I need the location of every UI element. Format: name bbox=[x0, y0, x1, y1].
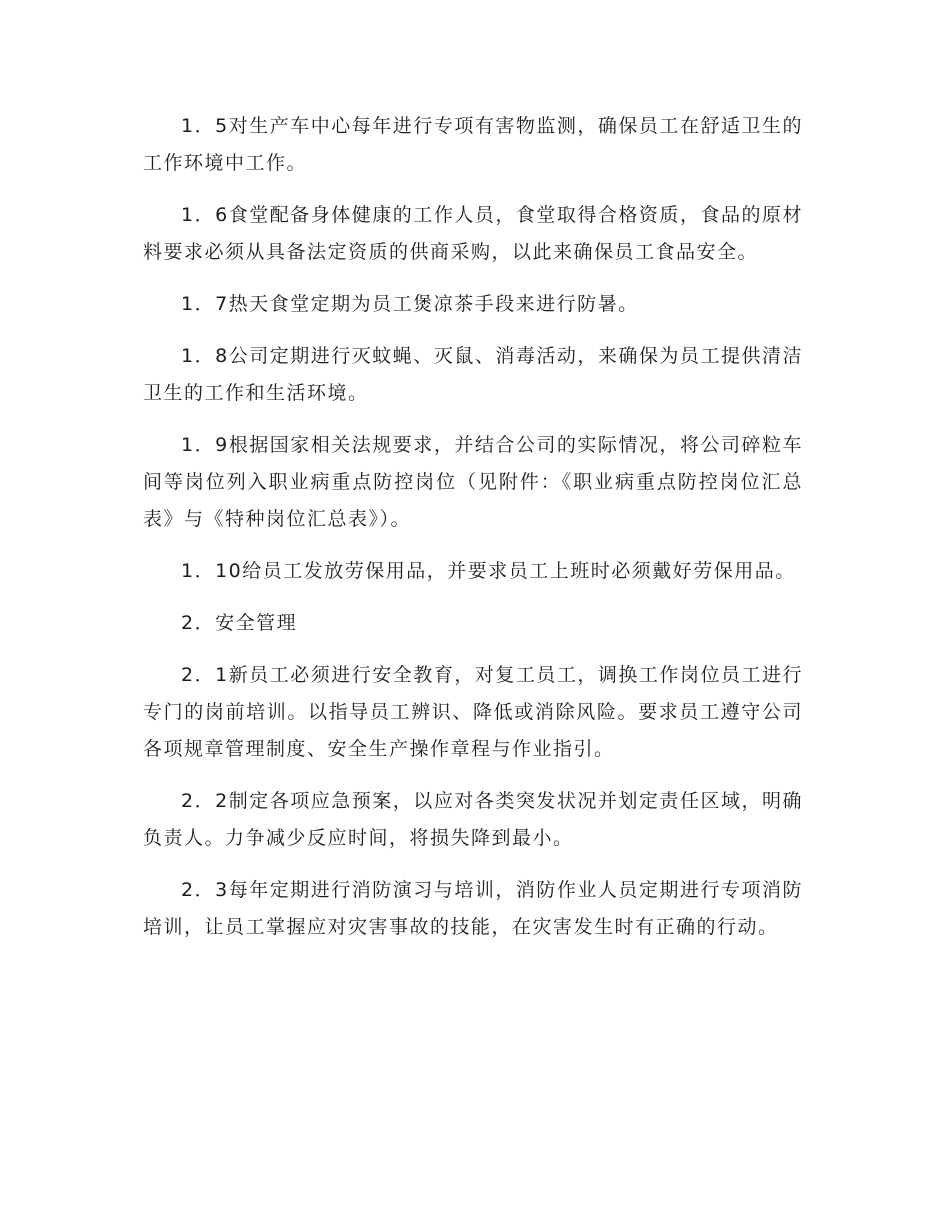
paragraph-1-7: 1．7热天食堂定期为员工煲凉茶手段来进行防暑。 bbox=[181, 293, 639, 315]
paragraph-1-8: 1．8公司定期进行灭蚊蝇、灭鼠、消毒活动，来确保为员工提供清洁卫生的工作和生活环境。 bbox=[143, 345, 803, 404]
document-body bbox=[143, 108, 803, 961]
paragraph-2-1: 2．1新员工必须进行安全教育，对复工员工，调换工作岗位员工进行专门的岗前培训。以指导员工辨识、降低或消除风险。要求员工遵守公司各项规章管理制度、安全生产操作章程与作业指引。 bbox=[143, 664, 803, 760]
paragraph-2-2: 2．2制定各项应急预案，以应对各类突发状况并划定责任区域，明确负责人。力争减少反应时间，将损失降到最小。 bbox=[143, 790, 803, 849]
paragraph-1-9: 1．9根据国家相关法规要求，并结合公司的实际情况，将公司碎粒车间等岗位列入职业病重点防控岗位（见附件：《职业病重点防控岗位汇总表》与《特种岗位汇总表》）。 bbox=[143, 434, 803, 530]
section-heading-safety-management: 2．安全管理 bbox=[181, 612, 298, 634]
paragraph-1-5: 1．5对生产车中心每年进行专项有害物监测，确保员工在舒适卫生的工作环境中工作。 bbox=[143, 115, 803, 174]
paragraph-1-10: 1．10给员工发放劳保用品，并要求员工上班时必须戴好劳保用品。 bbox=[181, 560, 796, 582]
paragraph-2-3: 2．3每年定期进行消防演习与培训，消防作业人员定期进行专项消防培训，让员工掌握应对灾害事故的技能，在灾害发生时有正确的行动。 bbox=[143, 879, 803, 938]
paragraph-1-6: 1．6食堂配备身体健康的工作人员，食堂取得合格资质，食品的原材料要求必须从具备法定资质的供商采购，以此来确保员工食品安全。 bbox=[143, 204, 803, 263]
